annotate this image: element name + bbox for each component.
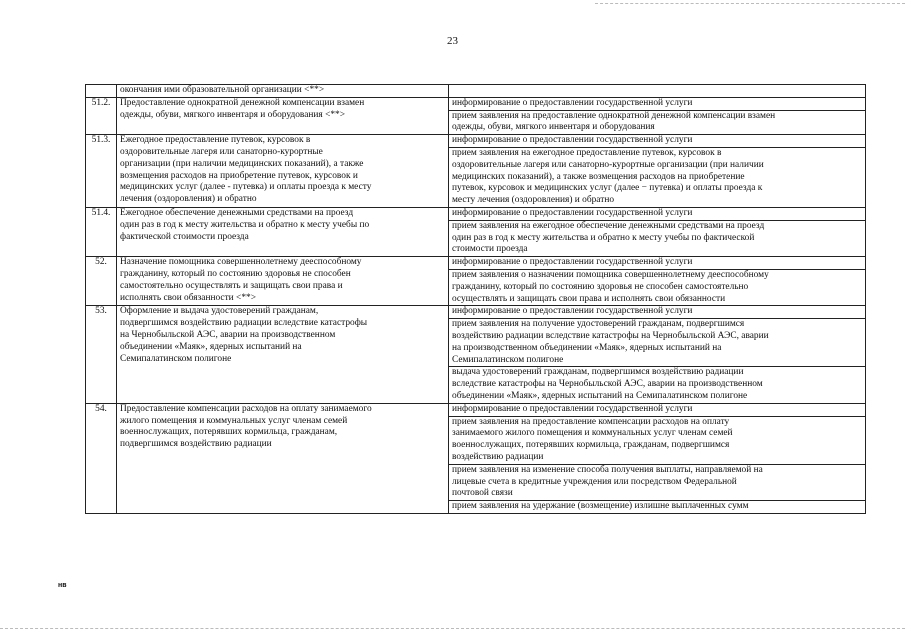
row-number bbox=[86, 85, 117, 98]
action-line: воздействию радиации bbox=[452, 451, 544, 462]
service-action bbox=[449, 319, 866, 367]
table-row bbox=[86, 85, 866, 98]
services-table-grid bbox=[85, 84, 866, 514]
description-line: возмещения расходов на приобретение путевок, курсовок и bbox=[120, 170, 358, 181]
action-line: прием заявления на получение удостоверений гражданам, подвергшимся bbox=[452, 319, 745, 330]
action-line: информирование о предоставлении государственной услуги bbox=[452, 207, 693, 218]
description-line: Ежегодное предоставление путевок, курсовок в bbox=[120, 135, 311, 146]
service-action bbox=[449, 147, 866, 207]
table-row bbox=[86, 97, 866, 110]
description-line: Семипалатинском полигоне bbox=[120, 353, 232, 364]
service-action bbox=[449, 367, 866, 403]
description-line: гражданину, который по состоянию здоровья не способен bbox=[120, 268, 351, 279]
action-line: прием заявления на предоставление однократной денежной компенсации взамен bbox=[452, 110, 776, 121]
action-line: гражданину, который по состоянию здоровья не способен самостоятельно bbox=[452, 281, 749, 292]
action-line: информирование о предоставлении государственной услуги bbox=[452, 257, 693, 268]
service-action bbox=[449, 85, 866, 98]
action-line: прием заявления на ежегодное предоставление путевок, курсовок в bbox=[452, 147, 722, 158]
service-description bbox=[117, 257, 449, 306]
action-line: информирование о предоставлении государственной услуги bbox=[452, 403, 693, 414]
description-line: Назначение помощника совершеннолетнему дееспособному bbox=[120, 257, 362, 268]
service-description bbox=[117, 97, 449, 134]
action-line: занимаемого жилого помещения и коммунальных услуг членам семей bbox=[452, 428, 733, 439]
action-line: прием заявления на ежегодное обеспечение денежными средствами на проезд bbox=[452, 220, 765, 231]
action-line: на производственном объединении «Маяк», ядерных испытаний на bbox=[452, 342, 722, 353]
row-number: 51.3. bbox=[86, 135, 117, 208]
service-action bbox=[449, 110, 866, 135]
row-number: 54. bbox=[86, 403, 117, 513]
service-action bbox=[449, 220, 866, 256]
action-line: прием заявления на удержание (возмещение) излишне выплаченных сумм bbox=[452, 501, 749, 512]
action-line: путевок, курсовок и медицинских услуг (далее − путевка) и оплаты проезда к bbox=[452, 183, 763, 194]
top-edge-line bbox=[595, 3, 905, 4]
description-line: подвергшимся воздействию радиации вследствие катастрофы bbox=[120, 318, 368, 329]
service-description bbox=[117, 207, 449, 256]
action-line: информирование о предоставлении государственной услуги bbox=[452, 135, 693, 146]
service-action bbox=[449, 306, 866, 319]
service-description bbox=[117, 85, 449, 98]
service-action bbox=[449, 269, 866, 305]
action-line: выдача удостоверений гражданам, подвергшимся воздействию радиации bbox=[452, 367, 744, 378]
service-action bbox=[449, 403, 866, 416]
action-line: прием заявления на предоставление компенсации расходов на оплату bbox=[452, 416, 730, 427]
action-line: почтовой связи bbox=[452, 488, 513, 499]
service-action bbox=[449, 135, 866, 148]
service-action bbox=[449, 97, 866, 110]
action-line: оздоровительные лагеря или санаторно-курортные организации (при наличии bbox=[452, 159, 764, 170]
action-line bbox=[452, 85, 862, 97]
description-line: медицинских услуг (далее - путевка) и оплаты проезда к месту bbox=[120, 182, 372, 193]
action-line: месту лечения (оздоровления) и обратно bbox=[452, 195, 615, 206]
row-number: 51.2. bbox=[86, 97, 117, 134]
bottom-edge-line bbox=[0, 628, 905, 629]
service-action bbox=[449, 207, 866, 220]
footer-mark: нв bbox=[58, 582, 67, 589]
description-line: фактической стоимости проезда bbox=[120, 231, 249, 242]
action-line: осуществлять и защищать свои права и исполнять свои обязанности bbox=[452, 293, 726, 304]
description-line: Предоставление компенсации расходов на оплату занимаемого bbox=[120, 403, 372, 414]
action-line: вследствие катастрофы на Чернобыльской АЭС, аварии на производственном bbox=[452, 379, 763, 390]
description-line: исполнять свои обязанности <**> bbox=[120, 292, 256, 303]
service-action bbox=[449, 257, 866, 270]
action-line: Семипалатинском полигоне bbox=[452, 354, 564, 365]
action-line: стоимости проезда bbox=[452, 244, 528, 255]
action-line: военнослужащих, потерявших кормильца, гражданам, подвергшимся bbox=[452, 440, 730, 451]
service-description bbox=[117, 306, 449, 403]
row-number: 51.4. bbox=[86, 207, 117, 256]
service-action bbox=[449, 464, 866, 500]
description-line: Оформление и выдача удостоверений гражданам, bbox=[120, 306, 319, 317]
service-description bbox=[117, 135, 449, 208]
description-line: организации (при наличии медицинских показаний), а также bbox=[120, 158, 364, 169]
action-line: информирование о предоставлении государственной услуги bbox=[452, 306, 693, 317]
action-line: объединении «Маяк», ядерных испытаний на Семипалатинском полигоне bbox=[452, 390, 748, 401]
table-row bbox=[86, 207, 866, 220]
action-line: одежды, обуви, мягкого инвентаря и оборудования bbox=[452, 122, 655, 133]
row-number: 53. bbox=[86, 306, 117, 403]
table-row bbox=[86, 403, 866, 416]
description-line: Ежегодное обеспечение денежными средствами на проезд bbox=[120, 207, 354, 218]
action-line: информирование о предоставлении государственной услуги bbox=[452, 97, 693, 108]
description-line: лечения (оздоровления) и обратно bbox=[120, 194, 257, 205]
action-line: воздействию радиации вследствие катастрофы на Чернобыльской АЭС, аварии bbox=[452, 330, 769, 341]
service-description bbox=[117, 403, 449, 513]
action-line: медицинских показаний), а также возмещения расходов на приобретение bbox=[452, 171, 745, 182]
service-action bbox=[449, 501, 866, 514]
action-line: лицевые счета в кредитные учреждения или посредством Федеральной bbox=[452, 476, 737, 487]
description-line: окончания ими образовательной организации <**> bbox=[120, 85, 325, 95]
action-line: один раз в год к месту жительства и обратно к месту учебы по фактической bbox=[452, 232, 755, 243]
services-table bbox=[85, 84, 850, 514]
action-line: прием заявления на изменение способа получения выплаты, направляемой на bbox=[452, 464, 763, 475]
action-line: прием заявления о назначении помощника совершеннолетнему дееспособному bbox=[452, 269, 769, 280]
table-row bbox=[86, 257, 866, 270]
description-line: подвергшимся воздействию радиации bbox=[120, 439, 272, 450]
description-line: жилого помещения и коммунальных услуг членам семей bbox=[120, 415, 348, 426]
description-line: военнослужащих, потерявших кормильца, гражданам, bbox=[120, 427, 338, 438]
description-line: одежды, обуви, мягкого инвентаря и оборудования <**> bbox=[120, 109, 346, 120]
page-number: 23 bbox=[447, 35, 458, 47]
description-line: самостоятельно осуществлять и защищать свои права и bbox=[120, 280, 343, 291]
description-line: на Чернобыльской АЭС, аварии на производственном bbox=[120, 329, 336, 340]
table-row bbox=[86, 135, 866, 148]
row-number: 52. bbox=[86, 257, 117, 306]
description-line: один раз в год к месту жительства и обратно к месту учебы по bbox=[120, 219, 370, 230]
table-row bbox=[86, 306, 866, 319]
service-action bbox=[449, 416, 866, 464]
description-line: объединении «Маяк», ядерных испытаний на bbox=[120, 341, 302, 352]
description-line: оздоровительные лагеря или санаторно-курортные bbox=[120, 146, 323, 157]
description-line: Предоставление однократной денежной компенсации взамен bbox=[120, 97, 365, 108]
